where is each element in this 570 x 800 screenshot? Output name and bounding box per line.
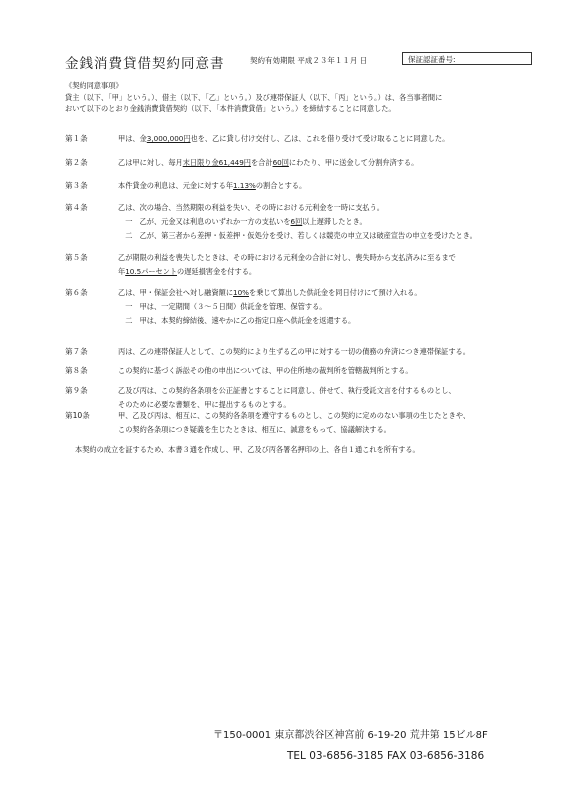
underlined-value: 60回 xyxy=(272,158,289,167)
validity-text: 契約有効期限 平成２３年１１月 日 xyxy=(250,56,368,65)
article-text: 本件貸金の利息は、元金に対する年1.13%の割合とする。 xyxy=(118,181,307,190)
article-label: 第１条 xyxy=(65,134,88,143)
underlined-value: 末日限り金61,449円 xyxy=(182,158,251,167)
closing-text: 本契約の成立を証するため、本書３通を作成し、甲、乙及び丙各署名押印の上、各自１通これを所有する。 xyxy=(75,445,420,454)
underlined-value: 10.5パーセント xyxy=(125,267,178,276)
article-text: この契約に基づく訴訟その他の申出については、甲の住所地の裁判所を管轄裁判所とする。 xyxy=(118,366,413,375)
article-text: 乙が期限の利益を喪失したときは、その時における元利金の合計に対し、喪失時から支払済みに至るまで xyxy=(118,253,456,262)
article-label: 第５条 xyxy=(65,253,88,262)
underlined-value: 1.13% xyxy=(233,181,256,190)
article-text: 乙は甲に対し、毎月末日限り金61,449円を合計60回にわたり、甲に送金して分割弁済する。 xyxy=(118,158,419,167)
article-text: 年10.5パーセントの遅延損害金を付する。 xyxy=(118,267,257,276)
article-text: 甲、乙及び丙は、相互に、この契約各条項を遵守するものとし、この契約に定めのない事項の生じたときや、 xyxy=(118,411,471,420)
article-text: 二 乙が、第三者から差押・仮差押・仮処分を受け、若しくは競売の申立又は破産宣告の申立を受けたとき。 xyxy=(118,231,477,240)
article-text: 丙は、乙の連帯保証人として、この契約により生ずる乙の甲に対する一切の債務の弁済につき連帯保証する。 xyxy=(118,347,470,356)
article-label: 第８条 xyxy=(65,366,88,375)
underlined-value: 10% xyxy=(233,288,249,297)
section-header: 《契約同意事項》 xyxy=(65,81,123,90)
article-text: そのために必要な書類を、甲に提出するものとする。 xyxy=(118,400,291,409)
article-label: 第７条 xyxy=(65,347,88,356)
intro-line: 貸主（以下、「甲」という。）、借主（以下、「乙」という。）及び連帯保証人（以下、「丙」という。）は、各当事者間に xyxy=(65,93,443,102)
article-text: 乙は、甲・保証会社へ対し融資額に10%を乗じて算出した供託金を同日付けにて預け入れる。 xyxy=(118,288,422,297)
document-title: 金銭消費貸借契約同意書 xyxy=(65,56,225,72)
article-label: 第４条 xyxy=(65,203,88,212)
article-text: 甲は、金3,000,000円也を、乙に貸し付け交付し、乙は、これを借り受けて受け取ることに同意した。 xyxy=(118,134,450,143)
article-text: 乙は、次の場合、当然期限の利益を失い、その時における元利金を一時に支払う。 xyxy=(118,203,384,212)
article-label: 第10条 xyxy=(65,411,90,420)
article-text: 二 甲は、本契約締結後、速やかに乙の指定口座へ供託金を返還する。 xyxy=(118,316,356,325)
article-text: この契約各条項につき疑義を生じたときは、相互に、誠意をもって、協議解決する。 xyxy=(118,425,391,434)
article-label: 第３条 xyxy=(65,181,88,190)
article-label: 第９条 xyxy=(65,386,88,395)
article-text: 一 甲は、一定期間（３～５日間）供託金を管理、保管する。 xyxy=(118,302,327,311)
article-label: 第２条 xyxy=(65,158,88,167)
tel-fax-text: TEL 03-6856-3185 FAX 03-6856-3186 xyxy=(287,750,485,762)
address-text: 〒150-0001 東京都渋谷区神宮前 6-19-20 荒井第 15ビル8F xyxy=(213,730,488,741)
intro-line: おいて以下のとおり金銭消費貸借契約（以下、「本件消費貸借」という。）を締結することに同意した。 xyxy=(65,104,396,113)
article-label: 第６条 xyxy=(65,288,88,297)
guarantee-box: 保証認証番号: xyxy=(402,52,532,65)
article-text: 一 乙が、元金又は利息のいずれか一方の支払いを6回以上遅滞したとき。 xyxy=(118,217,367,226)
underlined-value: 6回 xyxy=(290,217,303,226)
underlined-value: 3,000,000円 xyxy=(146,134,191,143)
article-text: 乙及び丙は、この契約各条項を公正証書とすることに同意し、併せて、執行受託文言を付するものとし、 xyxy=(118,386,456,395)
